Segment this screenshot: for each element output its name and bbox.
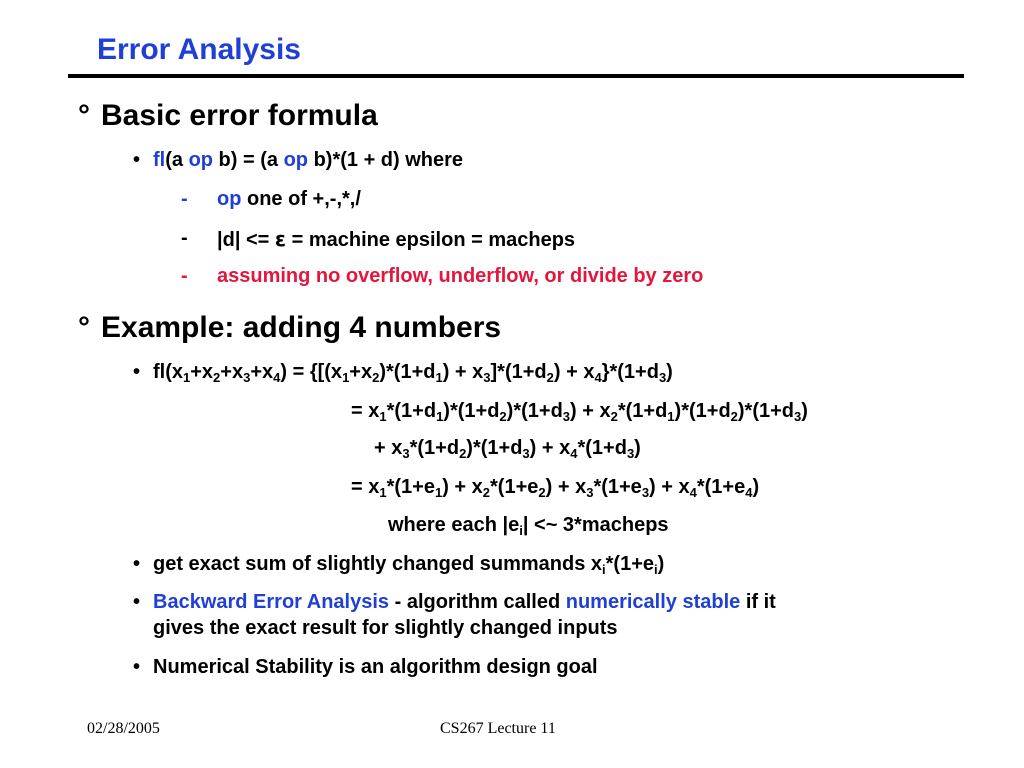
epsilon-text: = machine epsilon = macheps xyxy=(286,229,576,251)
backward-error-line-2: gives the exact result for slightly changed inputs xyxy=(153,617,618,639)
title-divider xyxy=(68,74,964,78)
op-definition-text: one of +,-,*,/ xyxy=(241,188,361,210)
section-heading-basic-error: Basic error formula xyxy=(101,99,378,132)
equation-line-2: = $x_1*(1+d_1)*(1+d_2)*(1+d_3) + x_2*(1+d_1)*(1+d_2)*(1+d_3)$ xyxy=(351,400,808,424)
op-term: op xyxy=(188,149,213,171)
footer-course: CS267 Lecture 11 xyxy=(440,720,556,737)
bullet-marker: • xyxy=(133,149,141,171)
fl-term: fl xyxy=(153,149,166,171)
op-definition-line xyxy=(217,188,361,211)
footer-date: 02/28/2005 xyxy=(87,720,160,737)
slide-title: Error Analysis xyxy=(97,33,301,66)
formula-text: b) = (a xyxy=(213,149,284,171)
backward-error-term: Backward Error Analysis xyxy=(153,591,390,613)
equation-line-4: = $x_1*(1+e_1) + x_2*(1+e_2) + x_3*(1+e_3) + x_4*(1+e_4)$ xyxy=(351,476,760,500)
equation-line-1: $fl(x_1+x_2+x_3+x_4) = \{[(x_1+x_2)*(1+d_1) + x_3]*(1+d_2) + x_4\}*(1+d_3)$ xyxy=(153,361,673,385)
error-formula-line xyxy=(153,149,463,172)
exact-sum-line: get exact sum of slightly changed summands $x_i*(1+e_i)$ xyxy=(153,553,665,577)
formula-text: b)*(1 + d) where xyxy=(308,149,464,171)
bullet-marker: • xyxy=(133,591,141,613)
dash-marker: - xyxy=(181,265,188,287)
epsilon-definition-line xyxy=(217,227,575,252)
dash-marker: - xyxy=(181,227,188,249)
degree-marker: ° xyxy=(78,311,90,344)
bullet-marker: • xyxy=(133,361,141,383)
op-term: op xyxy=(217,188,242,210)
bullet-marker: • xyxy=(133,656,141,678)
epsilon-symbol: ε xyxy=(274,227,287,251)
formula-text: (a xyxy=(165,149,189,171)
section-heading-example: Example: adding 4 numbers xyxy=(101,311,502,344)
dash-marker: - xyxy=(181,188,188,210)
equation-line-3: + $x_3*(1+d_2)*(1+d_3) + x_4*(1+d_3)$ xyxy=(374,437,641,461)
backward-error-line: Backward Error Analysis - algorithm called numerically stable if it xyxy=(153,591,776,613)
epsilon-text: |d| <= xyxy=(217,229,275,251)
bullet-marker: • xyxy=(133,553,141,575)
equation-line-5: where each $|e_i|$ <~ 3*macheps xyxy=(388,514,669,538)
degree-marker: ° xyxy=(78,99,90,132)
op-term: op xyxy=(283,149,309,171)
assumption-line: assuming no overflow, underflow, or divide by zero xyxy=(217,265,704,287)
stability-goal-line: Numerical Stability is an algorithm design goal xyxy=(153,656,598,678)
numerically-stable-term: numerically stable xyxy=(565,591,741,613)
